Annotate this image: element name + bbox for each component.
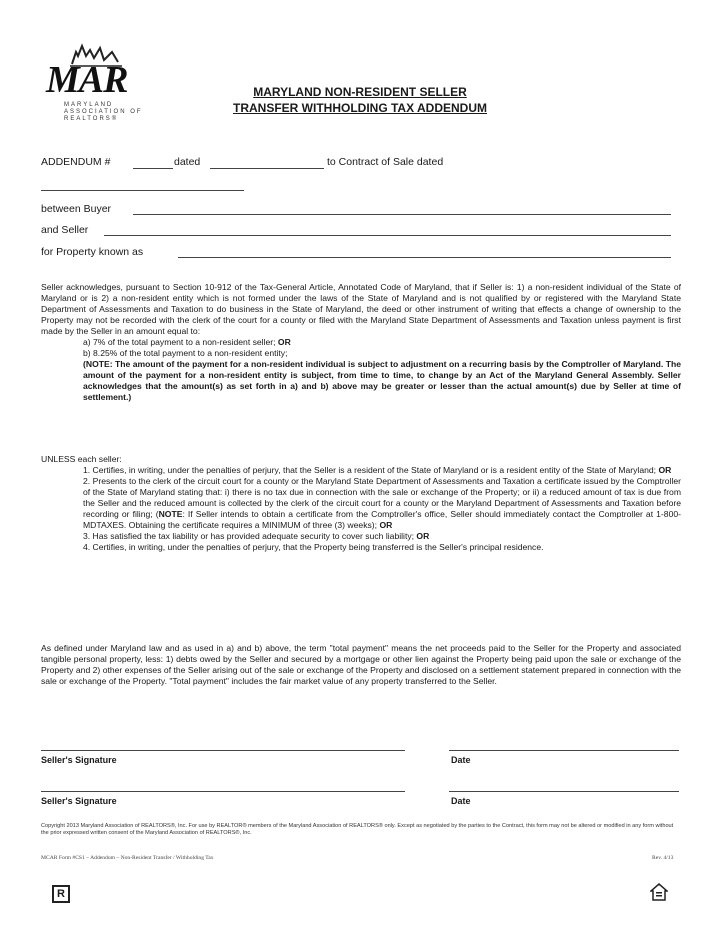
item-a: a) 7% of the total payment to a non-resident seller; OR (83, 337, 291, 347)
note: (NOTE: The amount of the payment for a non-resident individual is subject to adjustment on a recurring basis by the Comptroller of Maryland. The amount of the payment for a non-resident entity is subject, from time to time, to change by an Act of the Maryland General Assembly. Seller acknowledges that the amount(s) as set forth in a) and b) above may be greater or lesser than the actual amount(s) due by Seller at time of settlement.) (83, 359, 681, 402)
buyer-field[interactable] (133, 214, 671, 215)
item-1: 1. Certifies, in writing, under the penalties of perjury, that the Seller is a resident of the State of Maryland or is a resident entity of the State of Maryland; OR (83, 465, 672, 475)
seller1-signature-field[interactable] (41, 750, 405, 751)
seller-label: and Seller (41, 224, 89, 236)
equal-housing-opportunity-icon (650, 883, 668, 901)
date2-label: Date (451, 796, 471, 806)
logo-sub2: ASSOCIATION OF (64, 109, 143, 115)
title-line1: MARYLAND NON-RESIDENT SELLER (253, 85, 467, 99)
title-line2: TRANSFER WITHHOLDING TAX ADDENDUM (233, 101, 487, 115)
copyright-notice: Copyright 2013 Maryland Association of REALTORS®, Inc. For use by REALTOR® members of the Maryland Association of REALTORS® only. Except as negotiated by the parties to the Contract, this form may not be altered or modified in any form without the prior expressed written consent of the Maryland Association of REALTORS®, Inc. (41, 823, 674, 836)
intro-paragraph (41, 282, 681, 403)
dated-field[interactable] (210, 168, 324, 169)
dated-label: dated (174, 156, 201, 168)
unless-section (41, 454, 681, 553)
property-label: for Property known as (41, 246, 144, 258)
seller1-signature-label: Seller's Signature (41, 755, 117, 765)
date2-field[interactable] (449, 791, 679, 792)
logo-wordmark: MAR (46, 59, 128, 101)
item-b: b) 8.25% of the total payment to a non-resident entity; (83, 348, 288, 358)
logo-sub3: REALTORS® (64, 116, 119, 122)
realtor-logo-icon: R (52, 885, 70, 903)
addendum-number-field[interactable] (133, 168, 173, 169)
buyer-label: between Buyer (41, 203, 112, 215)
date1-field[interactable] (449, 750, 679, 751)
form-id: MCAR Form #CS1 – Addendum – Non-Resident Transfer / Withholding Tax (41, 855, 214, 861)
item-3: 3. Has satisfied the tax liability or has provided adequate security to cover such liability; OR (83, 531, 430, 541)
item-2: 2. Presents to the clerk of the circuit court for a county or the Maryland State Department of Assessments and Taxation a certificate issued by the Comptroller of the State of Maryland stating that: i) there is no tax due in connection with the sale or exchange of the Property; or ii) a reduced amount of tax is due from the Seller and the reduced amount is collected by the clerk of the circuit court for a county or the Maryland Department of Assessments and Taxation before recording or filing; (NOTE: If Seller intends to obtain a certificate from the Comptroller's office, Seller should immediately contact the Comptroller at 1-800-MDTAXES. Obtaining the certificate requires a MINIMUM of three (3) weeks); OR (83, 476, 681, 530)
item-4: 4. Certifies, in writing, under the penalties of perjury, that the Property being transferred is the Seller's principal residence. (83, 542, 544, 552)
contract-date-field[interactable] (41, 190, 244, 191)
revision: Rev. 4/13 (652, 855, 674, 861)
date1-label: Date (451, 755, 471, 765)
unless-heading: UNLESS each seller: (41, 454, 122, 464)
definition-paragraph: As defined under Maryland law and as used in a) and b) above, the term "total payment" means the net proceeds paid to the Seller for the Property and associated tangible personal property, less: 1) debts owed by the Seller and secured by a mortgage or other lien against the Property being paid upon the sale or exchange of the Property and 2) other expenses of the Seller arising out of the sale or exchange of the Property and disclosed on a settlement statement prepared in connection with the sale or exchange of the Property. "Total payment" includes the fair market value of any property transferred to the Seller. (41, 643, 681, 686)
property-field[interactable] (178, 257, 671, 258)
seller-field[interactable] (104, 235, 671, 236)
seller2-signature-field[interactable] (41, 791, 405, 792)
addendum-label: ADDENDUM # (41, 156, 111, 168)
seller2-signature-label: Seller's Signature (41, 796, 117, 806)
contract-label: to Contract of Sale dated (327, 156, 444, 168)
logo-sub1: MARYLAND (64, 102, 114, 108)
intro-text: Seller acknowledges, pursuant to Section 10-912 of the Tax-General Article, Annotated Code of Maryland, that if Seller is: 1) a non-resident individual of the State of Maryland or is 2) a non-resident entity which is not formed under the laws of the State of Maryland and is not qualified by or registered with the Maryland State Department of Assessments and Taxation to do business in the State of Maryland, the deed or other instrument of writing that effects a change of ownership to the Property may not be recorded with the clerk of the court for a county or filed with the Maryland State Department of Assessments and Taxation unless payment is first made by the Seller in an amount equal to: (41, 282, 681, 336)
